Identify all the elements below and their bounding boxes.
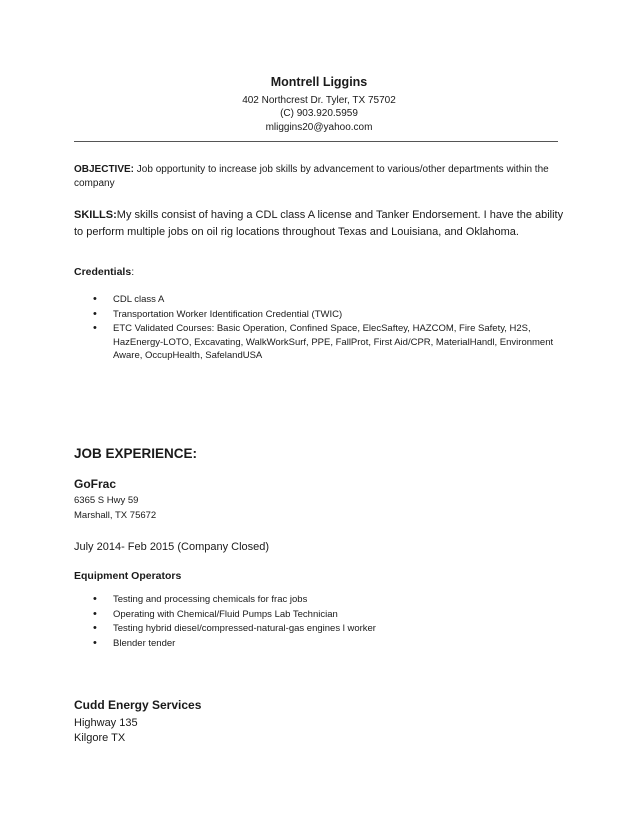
skills-text: My skills consist of having a CDL class A license and Tanker Endorsement. I have the ability to perform multiple jobs on oil rig locations throughout Texas and Louisiana, and Oklahoma. <box>74 209 564 238</box>
list-item: • Testing and processing chemicals for frac jobs <box>93 593 573 607</box>
list-item: • CDL class A <box>93 293 573 307</box>
credentials-colon: : <box>131 266 135 278</box>
list-item: • Blender tender <box>93 637 573 651</box>
job-role: Equipment Operators <box>74 570 182 582</box>
applicant-name: Montrell Liggins <box>270 75 368 89</box>
applicant-address: 402 Northcrest Dr. Tyler, TX 75702 <box>242 95 396 106</box>
list-item: • Operating with Chemical/Fluid Pumps Lab Technician <box>93 608 573 622</box>
company-address-line2: Marshall, TX 75672 <box>74 510 157 521</box>
company-address-line1: 6365 S Hwy 59 <box>74 495 139 506</box>
company-name: GoFrac <box>74 477 117 491</box>
company-address-line2: Kilgore TX <box>74 732 126 744</box>
objective-text: Job opportunity to increase job skills by advancement to various/other departments within the company <box>74 164 549 189</box>
skills-section <box>74 207 564 241</box>
credentials-heading <box>74 266 134 278</box>
company-name: Cudd Energy Services <box>74 698 202 712</box>
header-divider <box>74 141 558 142</box>
list-item: • Transportation Worker Identification Credential (TWIC) <box>93 308 573 322</box>
credentials-list <box>93 293 573 364</box>
objective-label: OBJECTIVE: <box>74 164 135 175</box>
skills-label: SKILLS: <box>74 209 117 221</box>
employment-dates: July 2014- Feb 2015 (Company Closed) <box>74 541 270 553</box>
job-duties-list <box>93 593 573 651</box>
applicant-email: mliggins20@yahoo.com <box>265 122 373 133</box>
applicant-phone: (C) 903.920.5959 <box>280 108 358 119</box>
company-address-line1: Highway 135 <box>74 717 138 729</box>
objective-section <box>74 163 564 191</box>
list-item: • ETC Validated Courses: Basic Operation, Confined Space, ElecSaftey, HAZCOM, Fire Safety, H2S, HazEnergy-LOTO, Excavating, WalkWorkSurf, PPE, FallProt, First Aid/CPR, MaterialHandl, Environment Aware, OccupHealth, SafelandUSA <box>93 322 573 363</box>
credentials-label: Credentials <box>74 266 132 278</box>
list-item: • Testing hybrid diesel/compressed-natural-gas engines l worker <box>93 622 573 636</box>
job-experience-heading: JOB EXPERIENCE: <box>74 446 198 461</box>
